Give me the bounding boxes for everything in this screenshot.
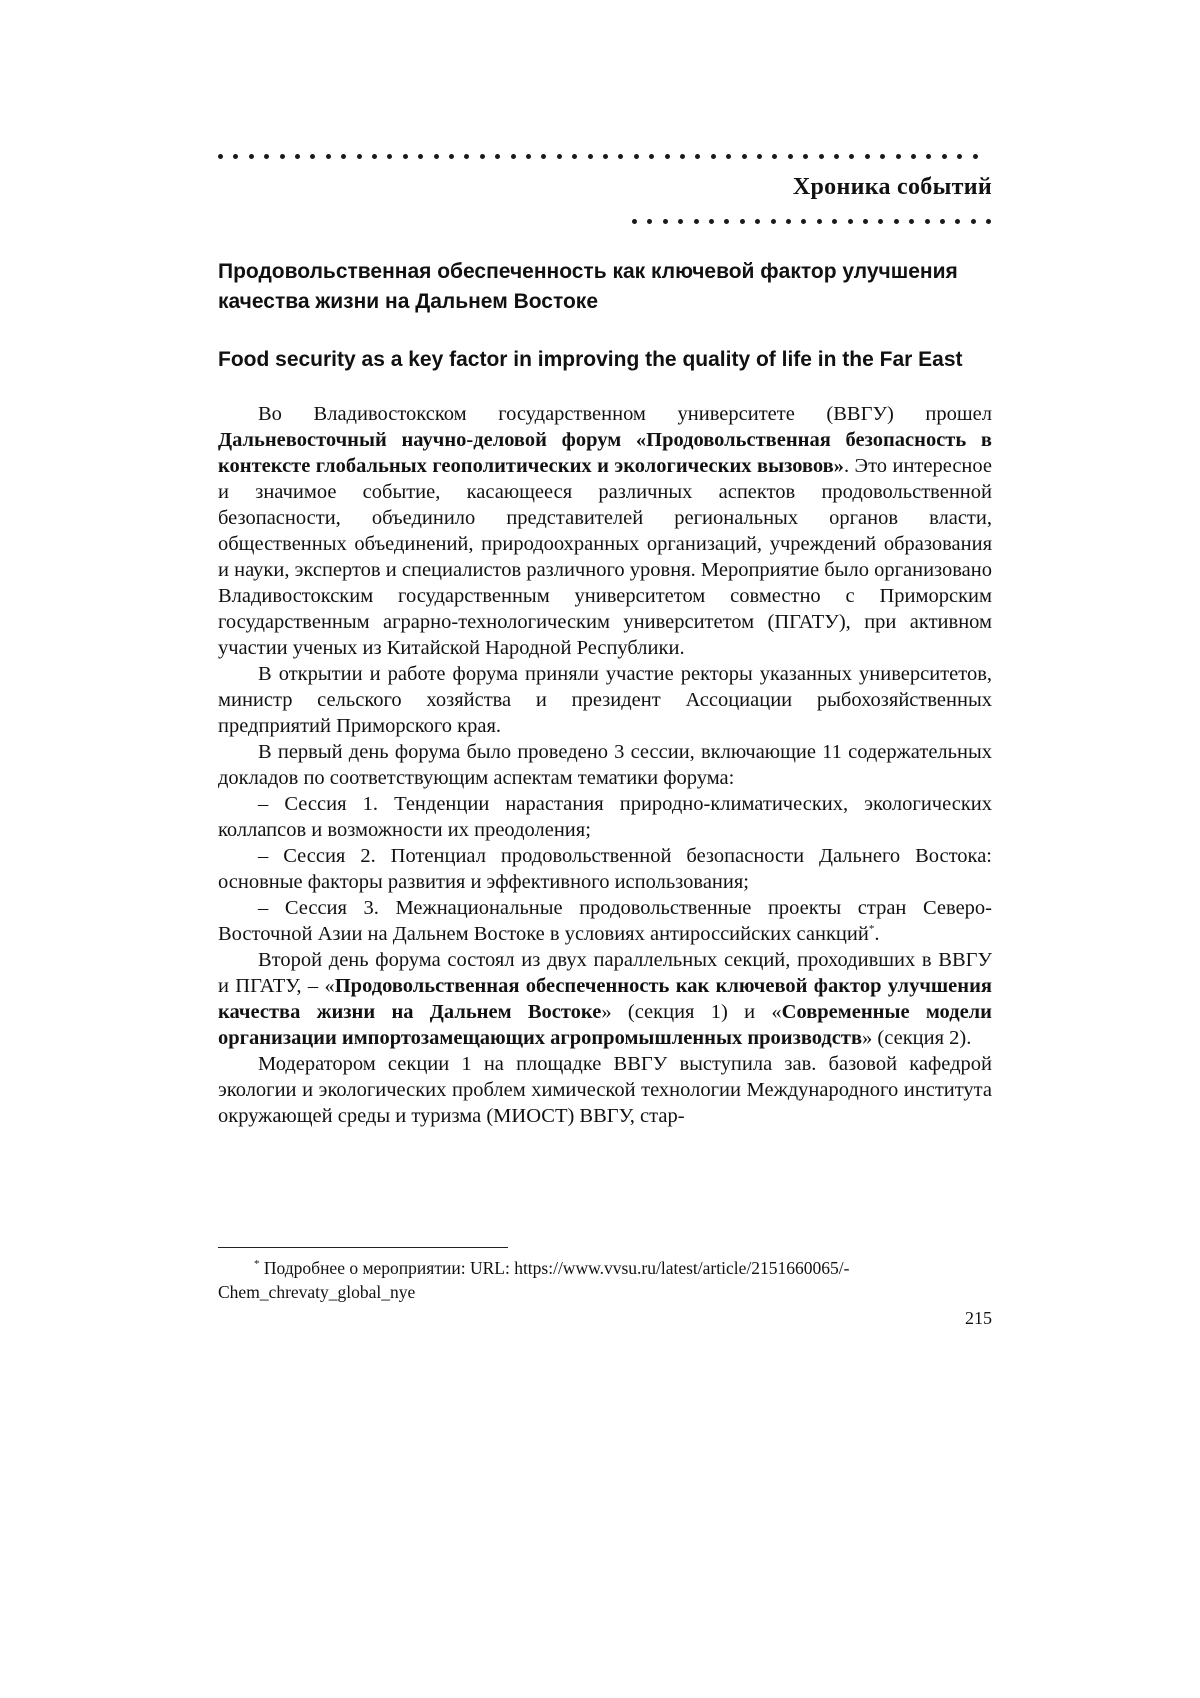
rule-dot <box>973 154 978 159</box>
rule-dot <box>526 154 531 159</box>
footnote-reference-mark: * <box>868 923 875 936</box>
p4-bold-section-1: Продовольственная обеспеченность как ключевой фактор улучшения качества жизни на Дальнем Востоке <box>218 975 992 1023</box>
p4-text-3: » (секция 2). <box>862 1027 972 1049</box>
dotted-rule-bottom <box>632 215 992 229</box>
rule-dot <box>849 154 854 159</box>
rule-dot <box>678 219 683 224</box>
rule-dot <box>926 154 931 159</box>
rule-dot <box>449 154 454 159</box>
rule-dot <box>724 219 729 224</box>
rule-dot <box>310 154 315 159</box>
rule-dot <box>894 219 899 224</box>
rule-dot <box>663 219 668 224</box>
rule-dot <box>740 219 745 224</box>
rule-dot <box>618 154 623 159</box>
p4-text-2: » (секция 1) и « <box>601 1001 782 1023</box>
rule-dot <box>942 154 947 159</box>
rule-dot <box>911 154 916 159</box>
rule-dot <box>295 154 300 159</box>
rule-dot <box>711 154 716 159</box>
p1-text-2: . Это интересное и значимое событие, касающееся различных аспектов продовольственной безопасности, объединило представителей региональных органов власти, общественных объединений, природоохранных организаций, учреждений образования и науки, экспертов и специалистов различного уровня. Мероприятие было организовано Владивостокским государственным университетом совместно с Приморским государственным аграрно-технологическим университетом (ПГАТУ), при активном участии ученых из Китайской Народной Республики. <box>218 455 993 659</box>
rule-dot <box>803 154 808 159</box>
paragraph-2: В открытии и работе форума приняли участие ректоры указанных университетов, министр сельского хозяйства и президент Ассоциации рыбохозяйственных предприятий Приморского края. <box>218 663 992 737</box>
rule-dot <box>742 154 747 159</box>
rule-dot <box>233 154 238 159</box>
rule-dot <box>264 154 269 159</box>
p1-text-1: Во Владивостокском государственном университете (ВВГУ) прошел <box>258 403 992 425</box>
rule-dot <box>801 219 806 224</box>
session-1-item: – Сессия 1. Тенденции нарастания природно-климатических, экологических коллапсов и возможности их преодоления; <box>218 793 992 841</box>
dotted-rule-top <box>218 150 992 164</box>
rule-dot <box>649 154 654 159</box>
article-title-ru: Продовольственная обеспеченность как ключевой фактор улучшения качества жизни на Дальнем Востоке <box>218 260 958 313</box>
p4-text-1: Второй день форума состоял из двух параллельных секций, проходивших в ВВГУ и ПГАТУ, – « <box>218 949 992 997</box>
session-3-item <box>218 895 992 947</box>
rule-dot <box>986 219 991 224</box>
rule-dot <box>788 154 793 159</box>
rule-dot <box>249 154 254 159</box>
rule-dot <box>695 154 700 159</box>
rule-dot <box>878 219 883 224</box>
rule-dot <box>588 154 593 159</box>
rule-dot <box>880 154 885 159</box>
rule-dot <box>495 154 500 159</box>
session-3-text: – Сессия 3. Межнациональные продовольственные проекты стран Северо-Восточной Азии на Дальнем Востоке в условиях антироссийских санкций <box>218 897 992 945</box>
rule-dot <box>832 219 837 224</box>
footnote-text-1: Подробнее о мероприятии: URL: https://www.vvsu.ru/latest/article/2151660065/- <box>259 1258 850 1278</box>
rule-dot <box>848 219 853 224</box>
rule-dot <box>572 154 577 159</box>
footnote <box>218 1256 992 1304</box>
rule-dot <box>357 154 362 159</box>
article-title-en: Food security as a key factor in improving the quality of life in the Far East <box>218 348 963 371</box>
p1-bold-forum-name: Дальневосточный научно-деловой форум «Продовольственная безопасность в контексте глобальных геополитических и экологических вызовов» <box>218 429 992 477</box>
rule-dot <box>896 154 901 159</box>
session-2-item: – Сессия 2. Потенциал продовольственной безопасности Дальнего Востока: основные факторы развития и эффективного использования; <box>218 845 992 893</box>
rule-dot <box>680 154 685 159</box>
footnote-line-2: Chem_chrevaty_global_nye <box>218 1282 416 1302</box>
rule-dot <box>372 154 377 159</box>
rule-dot <box>603 154 608 159</box>
rule-dot <box>694 219 699 224</box>
section-header: Хроника событий <box>792 174 992 200</box>
session-3-end: . <box>874 923 880 945</box>
rule-dot <box>819 154 824 159</box>
rule-dot <box>971 219 976 224</box>
rule-dot <box>218 154 223 159</box>
rule-dot <box>863 219 868 224</box>
rule-dot <box>940 219 945 224</box>
rule-dot <box>541 154 546 159</box>
rule-dot <box>955 219 960 224</box>
paragraph-5: Модератором секции 1 на площадке ВВГУ выступила зав. базовой кафедрой экологии и экологических проблем химической технологии Международного института окружающей среды и туризма (МИОСТ) ВВГУ, стар- <box>218 1053 992 1127</box>
rule-dot <box>709 219 714 224</box>
rule-dot <box>464 154 469 159</box>
rule-dot <box>817 219 822 224</box>
rule-dot <box>755 219 760 224</box>
rule-dot <box>771 219 776 224</box>
p4-bold-section-2: Современные модели организации импортозамещающих агропромышленных производств <box>218 1001 992 1049</box>
rule-dot <box>957 154 962 159</box>
page-content <box>218 150 992 1129</box>
rule-dot <box>280 154 285 159</box>
rule-dot <box>909 219 914 224</box>
rule-dot <box>726 154 731 159</box>
rule-dot <box>434 154 439 159</box>
footnote-line-1 <box>218 1256 992 1280</box>
rule-dot <box>757 154 762 159</box>
rule-dot <box>925 219 930 224</box>
rule-dot <box>480 154 485 159</box>
rule-dot <box>865 154 870 159</box>
rule-dot <box>341 154 346 159</box>
page-number: 215 <box>965 1308 992 1328</box>
rule-dot <box>665 154 670 159</box>
rule-dot <box>557 154 562 159</box>
rule-dot <box>403 154 408 159</box>
footnote-mark: * <box>254 1258 260 1271</box>
rule-dot <box>326 154 331 159</box>
rule-dot <box>834 154 839 159</box>
rule-dot <box>632 219 637 224</box>
rule-dot <box>786 219 791 224</box>
rule-dot <box>634 154 639 159</box>
paragraph-1 <box>218 401 992 661</box>
rule-dot <box>772 154 777 159</box>
rule-dot <box>418 154 423 159</box>
paragraph-3: В первый день форума было проведено 3 сессии, включающие 11 содержательных докладов по соответствующим аспектам тематики форума: <box>218 741 992 789</box>
article-body <box>218 401 992 1129</box>
rule-dot <box>647 219 652 224</box>
rule-dot <box>387 154 392 159</box>
rule-dot <box>511 154 516 159</box>
paragraph-4 <box>218 947 992 1051</box>
footnote-separator <box>218 1247 508 1248</box>
